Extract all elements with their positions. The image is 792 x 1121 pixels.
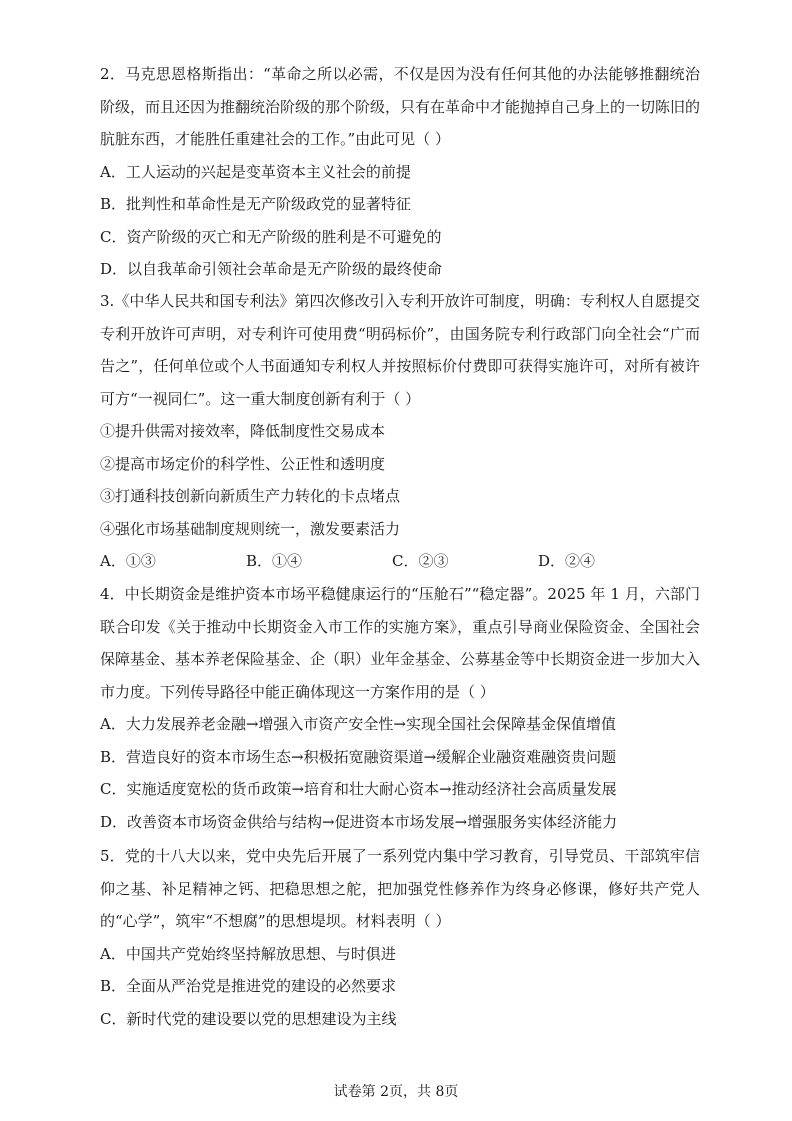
question-4-option-d: D．改善资本市场资金供给与结构→促进资本市场发展→增强服务实体经济能力 [100, 812, 618, 831]
page-footer: 试卷第 2页，共 8页 [333, 1084, 459, 1100]
question-2-stem: 2．马克思恩格斯指出：“革命之所以必需，不仅是因为没有任何其他的办法能够推翻统治阶级，而且还因为推翻统治阶级的那个阶级，只有在革命中才能抛掉自己身上的一切陈旧的肮脏东西，才能胜任重建社会的工作。”由此可见（ ） [100, 65, 701, 148]
question-2-option-c: C．资产阶级的灭亡和无产阶级的胜利是不可避免的 [100, 227, 442, 246]
question-4-option-c: C．实施适度宽松的货币政策→培育和壮大耐心资本→推动经济社会高质量发展 [100, 780, 617, 798]
question-4-stem: 4．中长期资金是维护资本市场平稳健康运行的“压舱石”“稳定器”。2025 年 1 月，六部门联合印发《关于推动中长期资金入市工作的实施方案》，重点引导商业保险资金、全国社会保障基金、基本养老保险基金、企（职）业年金基金、公募基金等中长期资金进一步加大入市力度。下列传导路径中能正确体现这一方案作用的是（ ） [100, 585, 701, 701]
question-5-stem: 5．党的十八大以来，党中央先后开展了一系列党内集中学习教育，引导党员、干部筑牢信仰之基、补足精神之钙、把稳思想之舵，把加强党性修养作为终身必修课，修好共产党人的“心学”，筑牢“不想腐”的思想堤坝。材料表明（ ） [100, 847, 700, 930]
question-2-option-a: A．工人运动的兴起是变革资本主义社会的前提 [100, 162, 411, 181]
question-5-option-a: A．中国共产党始终坚持解放思想、与时俱进 [100, 944, 396, 963]
question-5-option-c: C．新时代党的建设要以党的思想建设为主线 [100, 1009, 397, 1028]
question-3-item-4: ④强化市场基础制度规则统一，激发要素活力 [100, 519, 401, 538]
question-3-item-1: ①提升供需对接效率，降低制度性交易成本 [100, 422, 386, 440]
question-5 [100, 840, 700, 1035]
question-3-stem: 3.《中华人民共和国专利法》第四次修改引入专利开放许可制度，明确：专利权人自愿提交专利开放许可声明，对专利许可使用费“明码标价”，由国务院专利行政部门向全社会“广而告之”，任何单位或个人书面通知专利权人并按照标价付费即可获得实施许可，对所有被许可方“一视同仁”。这一重大制度创新有利于（ ） [100, 292, 700, 408]
question-3-item-2: ②提高市场定价的科学性、公正性和透明度 [100, 454, 386, 473]
question-3-option-a: A．①③ [100, 552, 156, 570]
question-3-option-b: B．①④ [246, 552, 303, 570]
question-2 [100, 58, 700, 286]
question-4 [100, 578, 700, 838]
question-4-option-a: A．大力发展养老金融→增强入市资产安全性→实现全国社会保障基金保值增值 [100, 715, 616, 733]
question-5-option-b: B．全面从严治党是推进党的建设的必然要求 [100, 977, 397, 995]
question-3-option-c: C．②③ [392, 552, 449, 570]
question-2-option-b: B．批判性和革命性是无产阶级政党的显著特征 [100, 195, 412, 213]
question-2-option-d: D．以自我革命引领社会革命是无产阶级的最终使命 [100, 260, 443, 278]
question-4-option-b: B．营造良好的资本市场生态→积极拓宽融资渠道→缓解企业融资难融资贵问题 [100, 747, 617, 766]
question-3-item-3: ③打通科技创新向新质生产力转化的卡点堵点 [100, 487, 401, 505]
question-3-option-d: D．②④ [538, 552, 596, 570]
question-3-options [100, 545, 700, 578]
question-3 [100, 285, 700, 578]
